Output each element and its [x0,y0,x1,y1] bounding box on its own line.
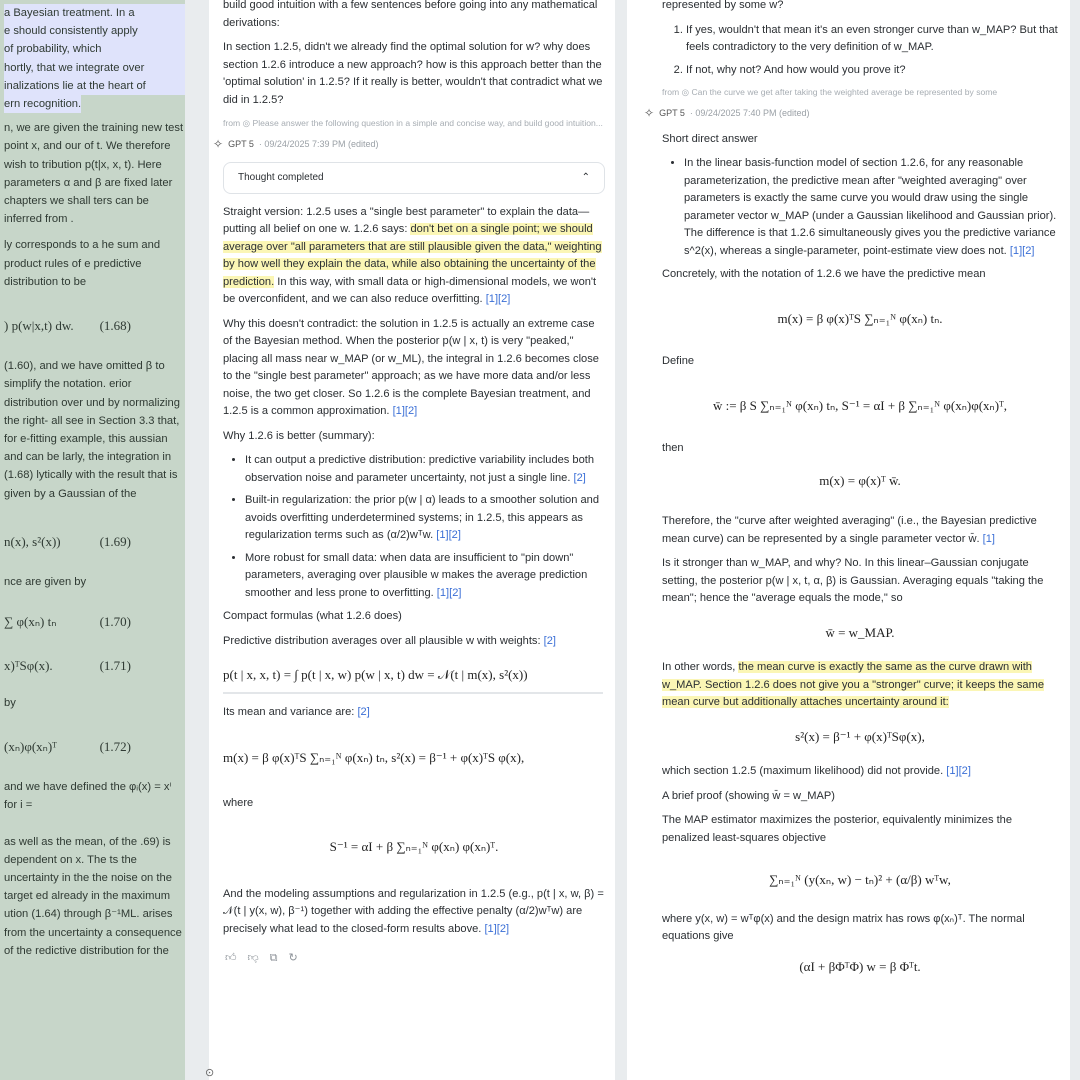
assistant-header [213,136,605,154]
left-eq-169-text: n(x), s²(x)) [4,533,61,549]
thought-label: Thought completed [238,171,324,183]
answer-para-1 [223,204,605,309]
answer-para-1-text-a: Straight version: 1.2.5 uses a "single best parameter" to explain the data—putting all belief on one w. 1.2.6 says: [223,205,590,235]
panel-gutter-left [185,0,209,1080]
answer-para-5-text: Predictive distribution averages over all plausible w with weights: [223,634,544,647]
answer-para-4 [662,659,1058,712]
answer-para-1: Concretely, with the notation of 1.2.6 we have the predictive mean [662,268,986,280]
citation-link[interactable]: [1][2] [946,765,971,777]
assistant-name: GPT 5 [659,108,685,118]
assistant-header [644,105,1058,123]
expand-chevron-icon[interactable]: ⌃ [581,171,590,183]
chat-column-middle [209,0,615,1080]
regenerate-icon[interactable]: ↻ [288,952,298,964]
answer-para-4-highlight: the mean curve is exactly the same as the curve drawn with w_MAP. Section 1.2.6 does not give you a "stronger" curve; it keeps the same mean curve but additionally attaches uncertainty around it: [662,661,1044,708]
chat-column-right [627,0,1070,1080]
answer-heading: Short direct answer [662,132,758,145]
answer-para-1-text-b: In this way, with small data or high-dimensional models, we won't be overconfident, and we can also reduce overfitting. [223,275,597,305]
answer-para-2 [223,316,605,421]
equation-wbar: w̄ := β S ∑ₙ₌₁ᴺ φ(xₙ) tₙ, S⁻¹ = αI + β ∑ₙ₌₁ᴺ φ(xₙ)φ(xₙ)ᵀ, [712,397,1008,413]
left-line-6: ern recognition. [4,95,81,113]
equation-mean-wbar: m(x) = φ(x)ᵀ w̄. [819,472,901,488]
answer-para-5 [223,633,605,651]
define-label: Define [662,355,695,367]
left-eq-169 [4,533,185,551]
left-eq-172 [4,738,185,756]
thumbs-up-icon[interactable]: 👍︎ [225,952,237,964]
answer-para-7-text: And the modeling assumptions and regularization in 1.2.5 (e.g., p(t | x, w, β) = 𝒩(t | y(x, w), β⁻¹) together with adding the effective penalty (α/2)wᵀw) are precisely what lead to the closed-form results above. [223,887,604,935]
left-eq-168-text: ) p(w|x,t) dw. [4,318,74,334]
answer-para-5-text: which section 1.2.5 (maximum likelihood) did not provide. [662,765,947,777]
left-line-2: e should consistently apply [4,22,185,40]
sparkle-icon: ✧ [213,137,224,151]
left-para-3: ly corresponds to a he sum and product rules of e predictive distribution to be [4,239,161,288]
equation-mean: m(x) = β φ(x)ᵀS ∑ₙ₌₁ᴺ φ(xₙ) tₙ. [777,310,943,326]
equation-objective: ∑ₙ₌₁ᴺ (y(xₙ, w) − tₙ)² + (α/β) wᵀw, [769,872,951,887]
citation-link[interactable]: [1][2] [436,529,461,541]
list-item [245,492,605,545]
left-line-5: inalizations lie at the heart of [4,77,185,95]
list-item [684,155,1058,260]
assistant-name: GPT 5 [228,139,254,149]
answer-para-4-text: In other words, [662,661,739,673]
list-item [245,452,605,487]
left-line-3: of probability, which [4,40,185,58]
citation-link[interactable]: [1][2] [484,922,510,935]
equation-wbar-map: w̄ = w_MAP. [825,624,895,640]
left-eq-169-num: (1.69) [99,533,131,549]
scroll-down-icon[interactable]: ⊙ [205,1067,215,1079]
divider [223,692,603,694]
answer-para-2-text: Therefore, the "curve after weighted averaging" (i.e., the Bayesian predictive mean curve) can be represented by a single parameter vector w̄. [662,515,1037,545]
answer-list [662,155,1058,260]
left-para-7: and we have defined the φᵢ(x) = xⁱ for i = [4,781,172,812]
left-eq-171 [4,657,185,675]
left-para-5: nce are given by [4,576,87,589]
equation-normal: (αI + βΦᵀΦ) w = β Φᵀt. [799,958,921,974]
panel-gutter-right [1070,0,1080,1080]
citation-link[interactable]: [1] [982,532,995,545]
equation-mean-variance: m(x) = β φ(x)ᵀS ∑ₙ₌₁ᴺ φ(xₙ) tₙ, s²(x) = β⁻¹ + φ(x)ᵀS φ(x), [223,750,525,765]
question-list [662,22,1058,80]
citation-link[interactable]: [2] [573,471,586,484]
answer-para-3: Why 1.2.6 is better (summary): [223,429,375,442]
copy-icon[interactable]: ⧉ [269,952,278,964]
benefit-2-text: Built-in regularization: the prior p(w | α) leads to a smoother solution and avoids overfitting underdetermined systems; in 1.2.5, this appears as regularization terms such as (α/2)wᵀw. [245,494,599,541]
user-question-body: In section 1.2.5, didn't we already find the optimal solution for w? why does section 1.2.6 introduce a new approach? how is this approach better than the 'optimal solution' in 1.2.5? If it really is better, wouldn't that contradict what we did in 1.2.5? [223,41,603,106]
citation-link[interactable]: [1][2] [436,586,462,599]
citation-link[interactable]: [1][2] [1009,244,1035,257]
list-item [245,550,605,603]
left-para-8: as well as the mean, of the .69) is dependent on x. The ts the uncertainty in the the noise on the target ed already in the maximum ution (1.64) through β⁻¹ML. arises from the uncertainty a consequence of the redictive distribution for the [4,835,182,957]
left-eq-168 [4,317,185,335]
user-question-top: represented by some w? [662,0,784,11]
left-para-6: by [4,696,16,709]
answer-para-4: Compact formulas (what 1.2.6 does) [223,610,402,622]
list-item: 2. If not, why not? And how would you prove it? [686,62,1058,80]
answer-para-5 [662,763,1058,781]
left-eq-172-num: (1.72) [99,738,131,754]
answer-para-2-text: Why this doesn't contradict: the solution in 1.2.5 is actually an extreme case of the Bayesian method. When the posterior p(w | x, t) is very "peaked," placing all mass near w_MAP (or w_ML), the integral in 1.2.6 becomes close to the "single best parameter" approach; as we have more data and/or less noise, the two get closer. So 1.2.6 is the complete Bayesian treatment, and 1.2.5 is a common approximation. [223,317,599,417]
panel-gutter-middle [615,0,627,1080]
sparkle-icon: ✧ [644,106,655,120]
equation-variance: s²(x) = β⁻¹ + φ(x)ᵀSφ(x), [795,728,925,744]
answer-para-6 [223,704,605,722]
where-label: where [223,796,254,809]
citation-link[interactable]: [1][2] [485,293,511,305]
benefit-1-text: It can output a predictive distribution: predictive variability includes both observation noise and parameter uncertainty, not just a single line. [245,454,595,484]
answer-para-1-highlight: don't bet on a single point; we should average over "all parameters that are still plausible given the data," weighting by how well they explain the data, while also obtaining the uncertainty of the prediction. [223,223,602,288]
user-question-intro: build good intuition with a few sentences before going into any mathematical derivations: [223,0,598,29]
then-label: then [662,442,684,454]
thumbs-down-icon[interactable]: 👎︎ [247,952,259,964]
assistant-timestamp: · 09/24/2025 7:40 PM (edited) [689,108,810,118]
benefits-list [223,452,605,602]
left-eq-171-num: (1.71) [99,658,131,674]
left-eq-170-text: ∑ φ(xₙ) tₙ [4,614,57,630]
left-line-1: a Bayesian treatment. In a [4,4,185,22]
left-eq-171-text: x)ᵀSφ(x). [4,658,53,674]
citation-link[interactable]: [2] [543,634,556,647]
left-eq-170 [4,613,185,631]
answer-para-3: Is it stronger than w_MAP, and why? No. In this linear–Gaussian conjugate setting, the posterior p(w | x, t, α, β) is Gaussian. Averaging equals "taking the mean"; hence the "average equals the mode," so [662,557,1044,604]
thought-toggle[interactable] [223,162,605,194]
list-item: 1. If yes, wouldn't that mean it's an even stronger curve than w_MAP? But that feels contradictory to the very definition of w_MAP. [686,22,1058,57]
message-source-meta: from ◎ Can the curve we get after taking the weighted average be represented by some [662,87,998,97]
answer-para-2 [662,513,1058,548]
assistant-timestamp: · 09/24/2025 7:39 PM (edited) [258,139,379,149]
answer-para-7 [223,886,605,939]
left-eq-170-num: (1.70) [99,614,131,630]
answer-para-7: The MAP estimator maximizes the posterior, equivalently minimizes the penalized least-squares objective [662,814,1012,844]
equation-predictive: p(t | x, x, t) = ∫ p(t | x, w) p(w | x, t) dw = 𝒩(t | m(x), s²(x)) [223,667,528,682]
citation-link[interactable]: [1][2] [392,405,418,417]
equation-s-inverse: S⁻¹ = αI + β ∑ₙ₌₁ᴺ φ(xₙ) φ(xₙ)ᵀ. [329,839,499,854]
answer-bullet-text: In the linear basis-function model of section 1.2.6, for any reasonable parameterization, the predictive mean after "weighted averaging" over parameters is exactly the same curve you would draw using the single parameter vector w_MAP (under a Gaussian likelihood and Gaussian prior). The difference is that 1.2.6 simultaneously gives you the predictive variance s^2(x), whereas a single-parameter, point-estimate view does not. [684,157,1057,257]
benefit-3-text: More robust for small data: when data are insufficient to "pin down" parameters, averaging over plausible w makes the average prediction smoother and less prone to overfitting. [245,551,588,599]
left-line-4: hortly, that we integrate over [4,59,185,77]
citation-link[interactable]: [2] [357,705,370,718]
left-eq-172-text: (xₙ)φ(xₙ)ᵀ [4,738,57,754]
answer-para-8: where y(x, w) = wᵀφ(x) and the design matrix has rows φ(xₙ)ᵀ. The normal equations give [662,912,1025,942]
left-book-panel [0,0,185,1080]
left-eq-168-num: (1.68) [99,318,131,334]
left-para-4: (1.60), and we have omitted β to simplify the notation. erior distribution over und by normalizing the right- all see in Section 3.3 that, for e-fitting example, this aussian and can be larly, the integration in (1.68) lytically with the result that is given by a Gaussian of the [4,360,180,500]
proof-heading: A brief proof (showing w̄ = w_MAP) [662,789,835,802]
message-actions [225,950,605,968]
answer-para-6-text: Its mean and variance are: [223,705,358,718]
left-para-2: n, we are given the training new test point x, and our of t. We therefore wish to tribution p(t|x, x, t). Here parameters α and β are fixed later chapters we shall ters can be inferred from . [4,122,184,226]
message-source-meta: from ◎ Please answer the following question in a simple and concise way, and build good intuition... [223,118,603,128]
